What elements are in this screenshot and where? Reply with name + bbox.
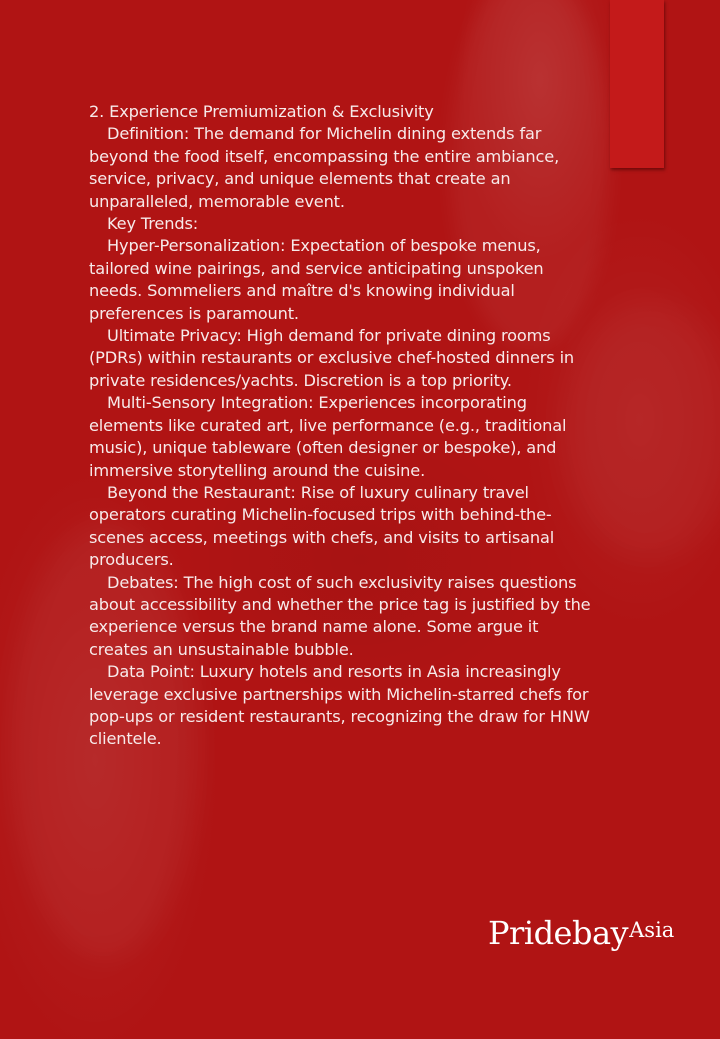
article-body: [89, 101, 594, 751]
key-trends-label: Key Trends:: [107, 214, 199, 234]
debates-paragraph: Debates: The high cost of such exclusivity raises questions about accessibility and whether the price tag is justified by the experience versus the brand name alone. Some argue it creates an unsustainable bubble.: [89, 572, 591, 659]
brand-logo: [488, 914, 674, 952]
trend-ultimate-privacy: Ultimate Privacy: High demand for private dining rooms (PDRs) within restaurants or exclusive chef-hosted dinners in private residences/yachts. Discretion is a top priority.: [89, 326, 575, 390]
trend-multi-sensory: Multi-Sensory Integration: Experiences incorporating elements like curated art, live performance (e.g., traditional music), unique tableware (often designer or bespoke), and immersive storytelling around the cuisine.: [89, 393, 567, 480]
data-point-paragraph: Data Point: Luxury hotels and resorts in Asia increasingly leverage exclusive partnerships with Michelin-starred chefs for pop-ups or resident restaurants, recognizing the draw for HNW clientele.: [89, 662, 590, 749]
trend-beyond-restaurant: Beyond the Restaurant: Rise of luxury culinary travel operators curating Michelin-focused trips with behind-the-scenes access, meetings with chefs, and visits to artisanal producers.: [89, 482, 555, 570]
section-heading: 2. Experience Premiumization & Exclusivity: [89, 102, 434, 121]
brand-name-sub: Asia: [629, 918, 675, 942]
accent-bar: [610, 0, 664, 168]
trend-hyper-personalization: Hyper-Personalization: Expectation of bespoke menus, tailored wine pairings, and service anticipating unspoken needs. Sommeliers and maître d's knowing individual preferences is paramount.: [89, 236, 544, 323]
brand-name-main: Pridebay: [488, 914, 629, 952]
definition-paragraph: Definition: The demand for Michelin dining extends far beyond the food itself, encompassing the entire ambiance, service, privacy, and unique elements that create an unparalleled, memorable event.: [89, 124, 560, 211]
